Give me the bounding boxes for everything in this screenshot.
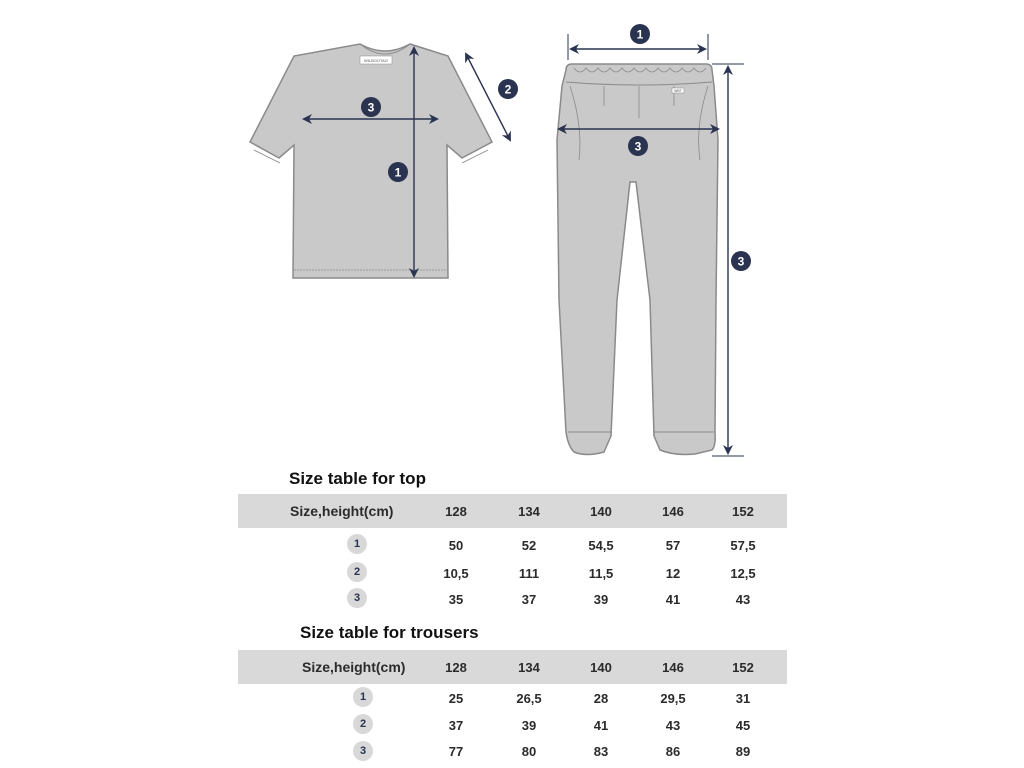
svg-text:1: 1 xyxy=(394,165,402,180)
tshirt-body xyxy=(250,44,492,278)
top-size-col: 140 xyxy=(590,504,612,519)
top-table-cell: 57,5 xyxy=(730,538,756,553)
trousers-table-cell: 31 xyxy=(735,691,751,706)
trousers-badge-waist xyxy=(630,24,650,44)
svg-text:1: 1 xyxy=(636,27,644,42)
trousers-table-cell: 86 xyxy=(665,744,681,759)
top-table-cell: 50 xyxy=(448,538,464,553)
top-table-title: Size table for top xyxy=(289,469,426,488)
top-table-cell: 54,5 xyxy=(588,538,614,553)
trousers-size-col: 140 xyxy=(590,660,612,675)
top-table-cell: 43 xyxy=(735,592,751,607)
top-table-cell: 11,5 xyxy=(588,566,614,581)
top-table-cell: 12 xyxy=(665,566,681,581)
trousers-badge-hip xyxy=(628,136,648,156)
svg-text:3: 3 xyxy=(634,139,642,154)
trousers-table-cell: 29,5 xyxy=(660,691,686,706)
top-table-cell: 37 xyxy=(521,592,537,607)
trousers-table-header-label: Size,height(cm) xyxy=(302,659,406,675)
tshirt-drawing xyxy=(250,44,492,278)
trousers-size-col: 152 xyxy=(732,660,754,675)
top-size-col: 128 xyxy=(445,504,467,519)
trousers-table-title: Size table for trousers xyxy=(300,623,479,642)
trousers-table-cell: 41 xyxy=(593,718,609,733)
top-row-index-badge: 3 xyxy=(347,588,367,608)
trousers-table-cell: 26,5 xyxy=(516,691,542,706)
top-table-cell: 52 xyxy=(521,538,537,553)
trousers-row-index-badge: 3 xyxy=(353,741,373,761)
top-row-index-badge: 2 xyxy=(347,562,367,582)
trousers-size-col: 128 xyxy=(445,660,467,675)
top-size-col: 134 xyxy=(518,504,540,519)
top-size-col: 152 xyxy=(732,504,754,519)
trousers-row-index-badge: 1 xyxy=(353,687,373,707)
tshirt-badge-sleeve xyxy=(498,79,518,99)
trousers-table-cell: 39 xyxy=(521,718,537,733)
trousers-drawing xyxy=(557,64,718,455)
trousers-row-index-badge: 2 xyxy=(353,714,373,734)
svg-text:2: 2 xyxy=(504,82,512,97)
top-table-cell: 35 xyxy=(448,592,464,607)
trousers-table-cell: 45 xyxy=(735,718,751,733)
trousers-table-cell: 89 xyxy=(735,744,751,759)
trousers-body xyxy=(557,64,718,455)
tshirt-badge-chest xyxy=(361,97,381,117)
trousers-size-col: 146 xyxy=(662,660,684,675)
trousers-table-cell: 28 xyxy=(593,691,609,706)
top-table-header-label: Size,height(cm) xyxy=(290,503,394,519)
tshirt-badge-length xyxy=(388,162,408,182)
top-table-cell: 10,5 xyxy=(443,566,469,581)
trousers-badge-length xyxy=(731,251,751,271)
trousers-table-cell: 37 xyxy=(448,718,464,733)
trousers-table-cell: 77 xyxy=(448,744,464,759)
top-table-cell: 39 xyxy=(593,592,609,607)
trousers-tag-text: WBT xyxy=(674,89,682,93)
top-table-cell: 57 xyxy=(665,538,681,553)
tshirt-tag-text: WILBOOTAG xyxy=(364,58,388,63)
top-table-cell: 111 xyxy=(518,566,540,581)
trousers-table-cell: 25 xyxy=(448,691,464,706)
trousers-table-cell: 83 xyxy=(593,744,609,759)
trousers-size-col: 134 xyxy=(518,660,540,675)
top-size-col: 146 xyxy=(662,504,684,519)
svg-text:3: 3 xyxy=(737,254,745,269)
top-row-index-badge: 1 xyxy=(347,534,367,554)
svg-text:3: 3 xyxy=(367,100,375,115)
trousers-table-cell: 43 xyxy=(665,718,681,733)
top-table-cell: 41 xyxy=(665,592,681,607)
trousers-table-cell: 80 xyxy=(521,744,537,759)
top-table-cell: 12,5 xyxy=(730,566,756,581)
